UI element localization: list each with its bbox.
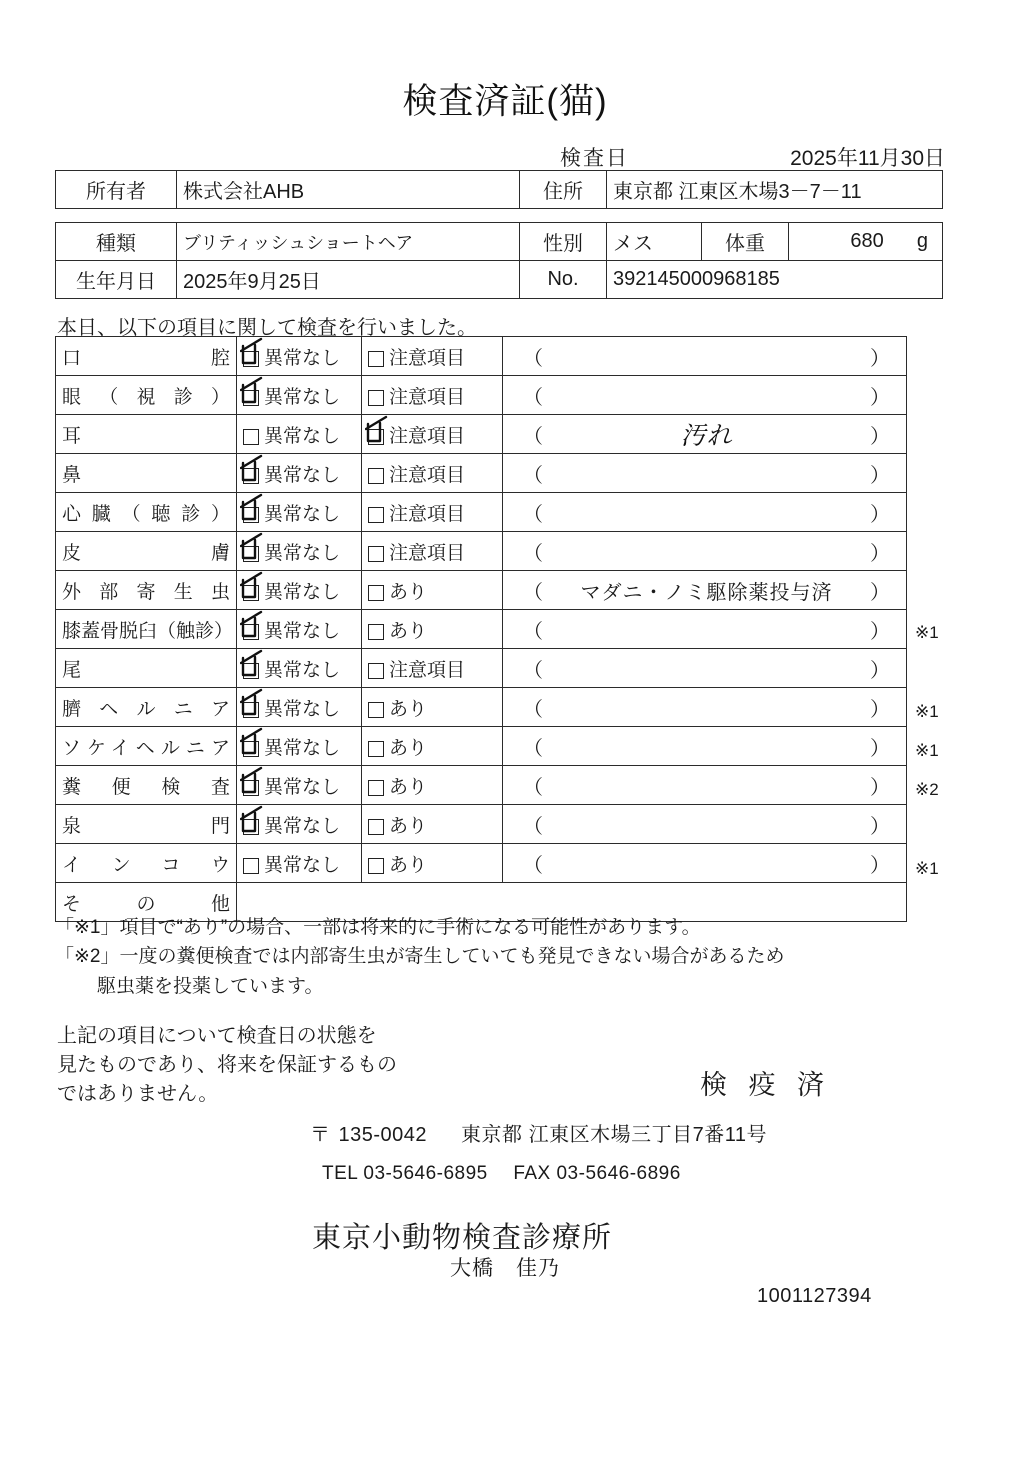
option-finding[interactable] <box>368 543 389 565</box>
option-normal[interactable] <box>243 582 264 604</box>
paren-close: ） <box>870 776 890 799</box>
table-row <box>56 261 943 299</box>
exam-item-label: 心臓（聴診） <box>56 493 237 532</box>
paren-open: （ <box>523 425 543 448</box>
option-normal[interactable] <box>243 465 264 487</box>
checkbox-icon[interactable] <box>368 780 384 796</box>
table-row <box>56 805 907 844</box>
checkbox-icon[interactable] <box>243 780 259 796</box>
table-row <box>56 337 907 376</box>
checkbox-icon[interactable] <box>243 429 259 445</box>
option-normal[interactable] <box>243 816 264 838</box>
exam-option-normal[interactable] <box>237 766 362 805</box>
exam-item-label: インコウ <box>56 844 237 883</box>
table-row <box>56 532 907 571</box>
option-finding-label: あり <box>389 737 428 759</box>
exam-note-cell[interactable] <box>503 337 907 376</box>
birthdate-value: 2025年9月25日 <box>177 261 520 299</box>
exam-note-cell[interactable] <box>503 532 907 571</box>
exam-option-normal[interactable] <box>237 688 362 727</box>
option-normal[interactable] <box>243 660 264 682</box>
checkbox-icon[interactable] <box>368 585 384 601</box>
exam-option-finding[interactable] <box>362 766 503 805</box>
option-normal-label: 異常なし <box>264 737 341 759</box>
paren-open: （ <box>523 503 543 526</box>
option-normal[interactable] <box>243 387 264 409</box>
table-row <box>56 454 907 493</box>
paren-open: （ <box>523 776 543 799</box>
exam-option-finding[interactable] <box>362 415 503 454</box>
disclaimer <box>57 1022 477 1109</box>
table-row <box>56 493 907 532</box>
option-normal[interactable] <box>243 738 264 760</box>
exam-option-finding[interactable] <box>362 688 503 727</box>
table-row <box>56 171 943 209</box>
animal-table <box>55 222 943 299</box>
checkbox-icon[interactable] <box>243 858 259 874</box>
exam-item-label: 尾 <box>56 649 237 688</box>
option-finding-label: 注意項目 <box>389 503 466 525</box>
checkbox-icon[interactable] <box>368 546 384 562</box>
checkbox-icon[interactable] <box>243 468 259 484</box>
option-normal-label: 異常なし <box>264 542 341 564</box>
paren-close: ） <box>870 815 890 838</box>
checkbox-icon[interactable] <box>243 546 259 562</box>
footnotes <box>55 913 935 1001</box>
option-normal[interactable] <box>243 543 264 565</box>
clinic-tel: TEL 03-5646-6895 <box>322 1163 488 1184</box>
option-normal-label: 異常なし <box>264 815 341 837</box>
exam-option-normal[interactable] <box>237 727 362 766</box>
weight-value: 680 <box>850 230 884 252</box>
checkbox-icon[interactable] <box>243 702 259 718</box>
exam-note-cell[interactable] <box>503 454 907 493</box>
inspection-date-row <box>560 142 945 172</box>
option-normal-label: 異常なし <box>264 425 341 447</box>
option-normal-label: 異常なし <box>264 503 341 525</box>
exam-note-cell[interactable] <box>503 376 907 415</box>
option-finding[interactable] <box>368 504 389 526</box>
checkbox-icon[interactable] <box>243 741 259 757</box>
checkbox-icon[interactable] <box>368 741 384 757</box>
paren-open: （ <box>523 581 543 604</box>
option-finding-label: 注意項目 <box>389 464 466 486</box>
address-value: 東京都 江東区木場3－7－11 <box>607 171 943 209</box>
clinic-name: 東京小動物検査診療所 <box>312 1222 613 1254</box>
registration-no-value: 392145000968185 <box>607 261 943 299</box>
footnote-marker: ※1 <box>915 741 939 760</box>
exam-option-normal[interactable] <box>237 337 362 376</box>
option-finding-label: あり <box>389 854 428 876</box>
option-normal-label: 異常なし <box>264 776 341 798</box>
weight-cell <box>789 223 943 261</box>
exam-option-normal[interactable] <box>237 805 362 844</box>
exam-option-finding[interactable] <box>362 337 503 376</box>
option-finding[interactable] <box>368 855 389 877</box>
paren-open: （ <box>523 620 543 643</box>
checkbox-icon[interactable] <box>243 663 259 679</box>
clinic-zip: 135-0042 <box>338 1124 428 1146</box>
table-row <box>56 766 907 805</box>
footnote-2-line1: 「※2」一度の糞便検査では内部寄生虫が寄生していても発見できない場合があるため <box>55 946 785 968</box>
footnote-1: 「※1」項目で“あり”の場合、一部は将来的に手術になる可能性があります。 <box>55 917 701 938</box>
owner-value: 株式会社AHB <box>177 171 520 209</box>
exam-note-cell[interactable] <box>503 571 907 610</box>
footnote-2-line2: 駆虫薬を投薬しています。 <box>97 975 324 997</box>
exam-option-finding[interactable] <box>362 571 503 610</box>
exam-item-label: その他 <box>56 883 237 922</box>
exam-option-normal[interactable] <box>237 415 362 454</box>
owner-table <box>55 170 943 209</box>
option-normal[interactable] <box>243 855 264 877</box>
exam-item-label: 臍ヘルニア <box>56 688 237 727</box>
exam-option-finding[interactable] <box>362 532 503 571</box>
exam-option-finding[interactable] <box>362 376 503 415</box>
exam-note-cell[interactable] <box>503 844 907 883</box>
option-normal-label: 異常なし <box>264 347 341 369</box>
reference-number: 1001127394 <box>757 1285 872 1307</box>
weight-unit: g <box>916 230 928 252</box>
option-finding-label: 注意項目 <box>389 386 466 408</box>
exam-option-normal[interactable] <box>237 376 362 415</box>
exam-item-label: 口腔 <box>56 337 237 376</box>
exam-item-label: ソケイヘルニア <box>56 727 237 766</box>
option-finding[interactable] <box>368 738 389 760</box>
paren-open: （ <box>523 347 543 370</box>
sex-label: 性別 <box>520 223 607 261</box>
paren-close: ） <box>870 698 890 721</box>
exam-note-text: マダニ・ノミ駆除薬投与済 <box>580 581 833 604</box>
option-normal[interactable] <box>243 348 264 370</box>
table-row <box>56 376 907 415</box>
checkbox-icon[interactable] <box>243 351 259 367</box>
exam-item-label: 糞便検査 <box>56 766 237 805</box>
checkbox-icon[interactable] <box>368 819 384 835</box>
sex-value: メス <box>607 223 702 261</box>
exam-item-label: 膝蓋骨脱臼（触診） <box>56 610 237 649</box>
exam-note-cell[interactable] <box>503 610 907 649</box>
exam-note-cell[interactable] <box>503 415 907 454</box>
paren-open: （ <box>523 737 543 760</box>
option-normal-label: 異常なし <box>264 854 341 876</box>
checkbox-icon[interactable] <box>243 390 259 406</box>
paren-close: ） <box>870 854 890 877</box>
exam-item-label: 眼（視診） <box>56 376 237 415</box>
exam-option-finding[interactable] <box>362 649 503 688</box>
option-finding-label: あり <box>389 698 428 720</box>
address-label: 住所 <box>520 171 607 209</box>
option-finding-label: あり <box>389 776 428 798</box>
inspection-date-value: 2025年11月30日 <box>790 147 945 170</box>
disclaimer-line-1: 上記の項目について検査日の状態を <box>57 1025 377 1047</box>
paren-close: ） <box>870 503 890 526</box>
option-finding-label: あり <box>389 620 428 642</box>
paren-close: ） <box>870 737 890 760</box>
checkbox-icon[interactable] <box>243 507 259 523</box>
paren-close: ） <box>870 464 890 487</box>
exam-item-label: 皮膚 <box>56 532 237 571</box>
table-row <box>56 649 907 688</box>
option-finding-label: 注意項目 <box>389 659 466 681</box>
exam-note-cell[interactable] <box>503 766 907 805</box>
inspection-date-label: 検査日 <box>560 147 629 170</box>
exam-option-finding[interactable] <box>362 610 503 649</box>
birthdate-label: 生年月日 <box>56 261 177 299</box>
paren-open: （ <box>523 815 543 838</box>
option-normal[interactable] <box>243 699 264 721</box>
option-normal-label: 異常なし <box>264 581 341 603</box>
option-normal-label: 異常なし <box>264 620 341 642</box>
checkbox-icon[interactable] <box>368 702 384 718</box>
exam-note-cell[interactable] <box>503 649 907 688</box>
weight-label: 体重 <box>702 223 789 261</box>
exam-option-normal[interactable] <box>237 454 362 493</box>
paren-open: （ <box>523 659 543 682</box>
table-row <box>56 688 907 727</box>
option-finding[interactable] <box>368 426 389 448</box>
option-finding[interactable] <box>368 582 389 604</box>
disclaimer-line-3: ではありません。 <box>57 1083 219 1105</box>
exam-option-finding[interactable] <box>362 493 503 532</box>
exam-item-label: 外部寄生虫 <box>56 571 237 610</box>
breed-label: 種類 <box>56 223 177 261</box>
option-finding[interactable] <box>368 660 389 682</box>
table-row <box>56 610 907 649</box>
table-row <box>56 415 907 454</box>
checkbox-icon[interactable] <box>368 468 384 484</box>
option-finding[interactable] <box>368 348 389 370</box>
paren-close: ） <box>870 386 890 409</box>
option-normal-label: 異常なし <box>264 659 341 681</box>
checkbox-icon[interactable] <box>243 819 259 835</box>
checkbox-icon[interactable] <box>368 858 384 874</box>
exam-option-finding[interactable] <box>362 844 503 883</box>
option-finding[interactable] <box>368 387 389 409</box>
intro-sentence: 本日、以下の項目に関して検査を行いました。 <box>57 317 477 339</box>
option-normal-label: 異常なし <box>264 698 341 720</box>
checkbox-icon[interactable] <box>368 507 384 523</box>
checkbox-icon[interactable] <box>368 351 384 367</box>
exam-option-normal[interactable] <box>237 571 362 610</box>
option-normal-label: 異常なし <box>264 386 341 408</box>
paren-close: ） <box>870 581 890 604</box>
table-row <box>56 223 943 261</box>
paren-open: （ <box>523 542 543 565</box>
option-finding[interactable] <box>368 816 389 838</box>
clinic-contact-line <box>322 1163 681 1185</box>
breed-value: ブリティッシュショートヘア <box>177 223 520 261</box>
option-normal[interactable] <box>243 777 264 799</box>
registration-no-label: No. <box>520 261 607 299</box>
checkbox-icon[interactable] <box>368 429 384 445</box>
option-normal-label: 異常なし <box>264 464 341 486</box>
exam-option-normal[interactable] <box>237 844 362 883</box>
table-row <box>56 571 907 610</box>
exam-option-finding[interactable] <box>362 727 503 766</box>
footnote-marker: ※2 <box>915 780 939 800</box>
exam-option-normal[interactable] <box>237 610 362 649</box>
exam-item-label: 泉門 <box>56 805 237 844</box>
exam-option-normal[interactable] <box>237 649 362 688</box>
checkbox-icon[interactable] <box>368 663 384 679</box>
exam-item-label: 耳 <box>56 415 237 454</box>
paren-open: （ <box>523 386 543 409</box>
exam-note-cell[interactable] <box>503 493 907 532</box>
option-normal[interactable] <box>243 426 264 448</box>
option-finding[interactable] <box>368 465 389 487</box>
checkbox-icon[interactable] <box>243 624 259 640</box>
option-finding-label: あり <box>389 581 428 603</box>
checkbox-icon[interactable] <box>368 624 384 640</box>
disclaimer-line-2: 見たものであり、将来を保証するもの <box>57 1054 397 1076</box>
footnote-marker: ※1 <box>915 701 939 721</box>
footnote-marker: ※1 <box>915 859 939 879</box>
exam-option-normal[interactable] <box>237 493 362 532</box>
option-finding[interactable] <box>368 777 389 799</box>
option-finding-label: 注意項目 <box>389 542 466 564</box>
checkbox-icon[interactable] <box>243 585 259 601</box>
exam-option-finding[interactable] <box>362 805 503 844</box>
exam-note-text: 汚れ <box>680 421 733 450</box>
option-finding[interactable] <box>368 621 389 643</box>
checkbox-icon[interactable] <box>368 390 384 406</box>
paren-close: ） <box>870 620 890 643</box>
exam-item-label: 鼻 <box>56 454 237 493</box>
paren-close: ） <box>870 347 890 370</box>
quarantine-stamp: 検 疫 済 <box>700 1070 832 1100</box>
clinic-address-line <box>310 1118 767 1147</box>
option-finding[interactable] <box>368 699 389 721</box>
page-title: 検査済証(猫) <box>402 82 608 121</box>
option-normal[interactable] <box>243 504 264 526</box>
clinic-address: 東京都 江東区木場三丁目7番11号 <box>461 1124 767 1146</box>
table-row <box>56 844 907 883</box>
clinic-person-name: 大橋 佳乃 <box>450 1257 560 1280</box>
footnote-marker: ※1 <box>915 622 939 642</box>
option-normal[interactable] <box>243 621 264 643</box>
clinic-fax: FAX 03-5646-6896 <box>513 1163 681 1184</box>
exam-option-normal[interactable] <box>237 532 362 571</box>
owner-label: 所有者 <box>56 171 177 209</box>
paren-close: ） <box>870 659 890 682</box>
paren-open: （ <box>523 464 543 487</box>
exam-option-finding[interactable] <box>362 454 503 493</box>
option-finding-label: あり <box>389 815 428 837</box>
exam-note-cell[interactable] <box>503 805 907 844</box>
paren-open: （ <box>523 698 543 721</box>
exam-note-cell[interactable] <box>503 727 907 766</box>
option-finding-label: 注意項目 <box>389 425 466 447</box>
postal-mark-icon: 〒 <box>310 1124 331 1146</box>
examination-table <box>55 336 907 922</box>
paren-open: （ <box>523 854 543 877</box>
paren-close: ） <box>870 425 890 448</box>
paren-close: ） <box>870 542 890 565</box>
option-finding-label: 注意項目 <box>389 347 466 369</box>
table-row <box>56 727 907 766</box>
exam-note-cell[interactable] <box>503 688 907 727</box>
